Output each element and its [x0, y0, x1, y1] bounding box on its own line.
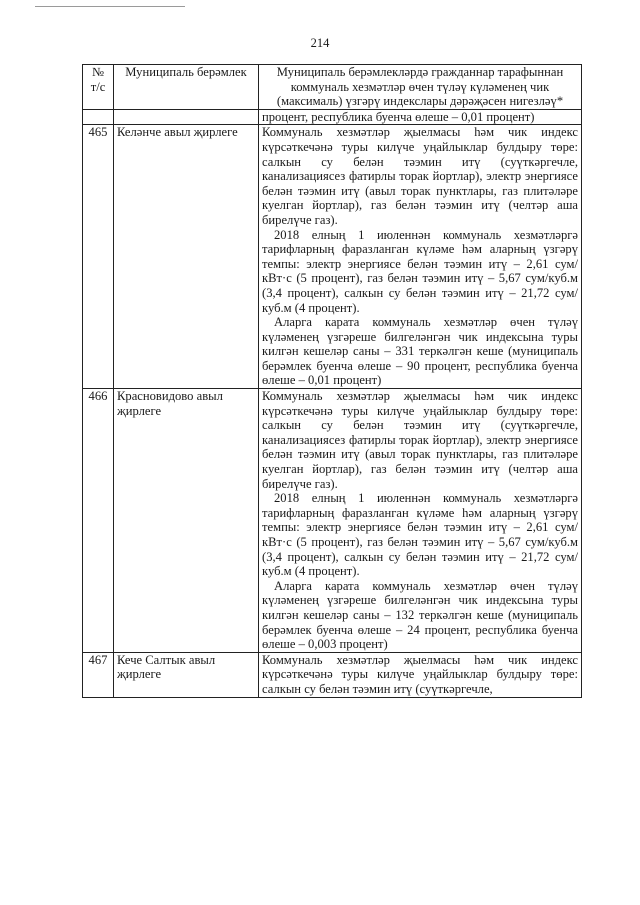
table-row-continuation	[83, 109, 582, 125]
row-number: 467	[83, 652, 114, 697]
row-paragraph: Аларга карата коммуналь хезмәтләр өчен түләү күләменең үзгәреше билгеләнгән чик индексына туры килгән кешеләр саны – 132 теркәлгән кеше (муниципаль берәмлек буенча өлеше – 24 процент, республика буенча өлеше – 0,003 процент)	[262, 578, 578, 652]
row-text	[259, 109, 582, 125]
scan-edge-line	[35, 6, 185, 7]
table-header-row	[83, 65, 582, 110]
table-row	[83, 652, 582, 697]
row-paragraph: 2018 елның 1 июленнән коммуналь хезмәтләргә тарифларның фаразланган күләме һәм аларның үзгәрү темпы: электр энергиясе белән тәэмин итү – 2,61 сум/кВт·с (5 процент), газ белән тәэмин итү – 5,67 сум/куб.м (3,4 процент), салкын су белән тәэмин итү – 21,72 сум/куб.м (4 процент).	[262, 491, 578, 579]
table-row	[83, 389, 582, 653]
header-number: № т/с	[83, 65, 114, 110]
row-municipality: Келәнче авыл җирлеге	[114, 125, 259, 389]
row-paragraph: 2018 елның 1 июленнән коммуналь хезмәтләргә тарифларның фаразланган күләме һәм аларның үзгәрү темпы: электр энергиясе белән тәэмин итү – 2,61 сум/кВт·с (5 процент), газ белән тәэмин итү – 5,67 сум/куб.м (3,4 процент), салкын су белән тәэмин итү – 21,72 сум/куб.м (4 процент).	[262, 227, 578, 315]
header-justification: Муниципаль берәмлекләрдә гражданнар тарафыннан коммуналь хезмәтләр өчен түләү күләменең чик (максималь) үзгәрү индекслары дәрәҗәсен нигезләү*	[259, 65, 582, 110]
row-paragraph: Коммуналь хезмәтләр җыелмасы һәм чик индекс күрсәткечәнә туры килүче уңайлыклар булдыру төре: салкын су белән тәэмин итү (суүткәргечле, канализациясез фатирлы торак йортлар), электр энергиясе белән тәэмин итү (авыл торак пунктлары, газ плитәләре куелган йортлар), газ белән тәэмин итү (челтәр аша бирелүче газ).	[262, 125, 578, 227]
row-text	[259, 125, 582, 389]
row-text	[259, 652, 582, 697]
row-paragraph: Аларга карата коммуналь хезмәтләр өчен түләү күләменең үзгәреше билгеләнгән чик индексына туры килгән кешеләр саны – 331 теркәлгән кеше (муниципаль берәмлек буенча өлеше – 90 процент, республика буенча өлеше – 0,01 процент)	[262, 315, 578, 388]
row-paragraph: процент, республика буенча өлеше – 0,01 процент)	[262, 109, 535, 124]
table-row	[83, 125, 582, 389]
page-number: 214	[310, 36, 330, 50]
row-municipality	[114, 109, 259, 125]
municipal-index-table	[82, 64, 582, 698]
row-paragraph: Коммуналь хезмәтләр җыелмасы һәм чик индекс күрсәткечәнә туры килүче уңайлыклар булдыру төре: салкын су белән тәэмин итү (суүткәргечле,	[262, 652, 578, 696]
row-number	[83, 109, 114, 125]
row-paragraph: Коммуналь хезмәтләр җыелмасы һәм чик индекс күрсәткечәнә туры килүче уңайлыклар булдыру төре: салкын су белән тәэмин итү (суүткәргечле, канализациясез фатирлы торак йортлар), электр энергиясе белән тәэмин итү (авыл торак пунктлары, газ плитәләре куелган йортлар), газ белән тәэмин итү (челтәр аша бирелүче газ).	[262, 389, 578, 491]
row-municipality: Красновидово авыл җирлеге	[114, 389, 259, 653]
row-number: 465	[83, 125, 114, 389]
row-number: 466	[83, 389, 114, 653]
row-text	[259, 389, 582, 653]
header-municipality: Муниципаль берәмлек	[114, 65, 259, 110]
row-municipality: Кече Салтык авыл җирлеге	[114, 652, 259, 697]
